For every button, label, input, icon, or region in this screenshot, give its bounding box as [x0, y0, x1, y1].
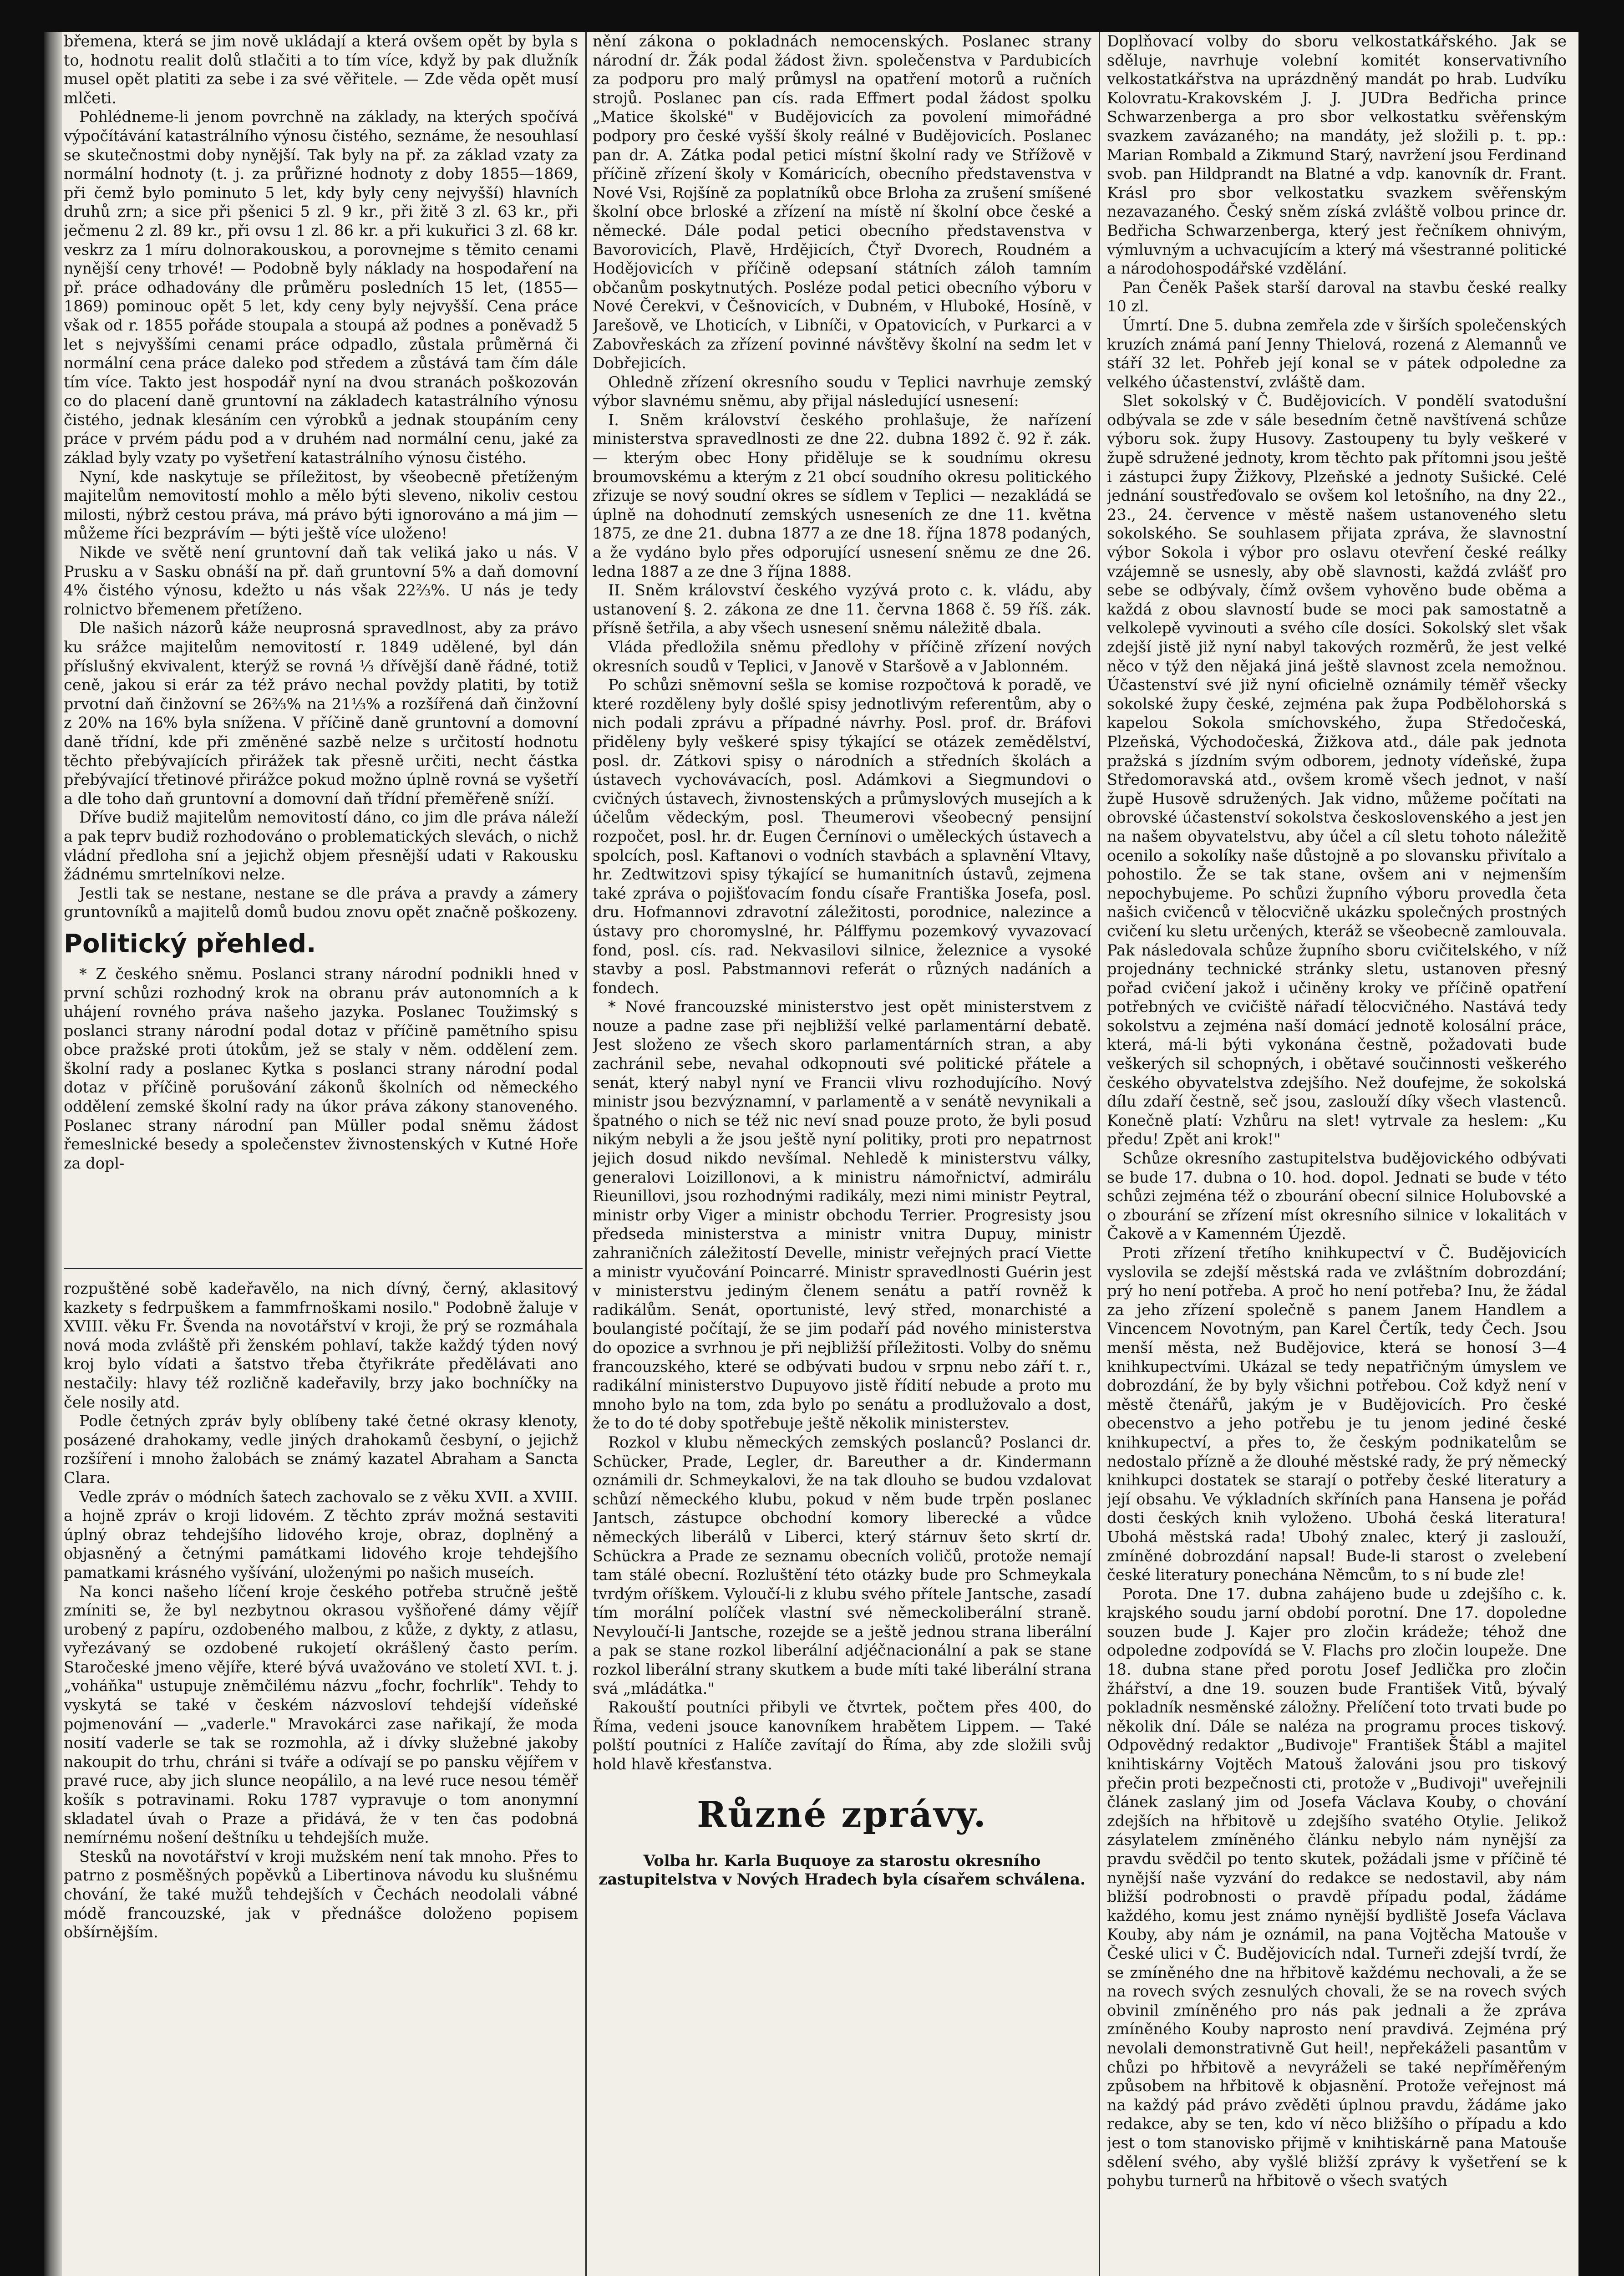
- paragraph: I. Sněm království českého prohlašuje, že nařízení ministerstva spravedlnosti ze dne 22. dubna 1892 č. 92 ř. zák. — kterým obec Hony přiděluje se k soudnímu okresu broumovskému a kterým z 21 obcí soudního okresu politického zřizuje se nový soudní okres se sídlem v Teplici — nezakládá se úplně na dohodnutí zemských usneseních ze dne 11. května 1875, ze dne 21. dubna 1877 a ze dne 18. října 1878 podaných, a že vydáno bylo přes odporující usnesení sněmu ze dne 26. ledna 1887 a ze dne 3 října 1888.: [593, 411, 1091, 580]
- column-1: [64, 32, 578, 2276]
- paragraph: Doplňovací volby do sboru velkostatkářského. Jak se sděluje, navrhuje volební komitét konservativního velkostatkářstva na uprázdněný mandát po hrab. Ludvíku Kolovratu-Krakovském J. J. JUDra Bedřicha prince Schwarzenberga a pro sbor velkostatku svěřenským svazkem zavázaného; na mandáty, jež složili p. t. pp.: Marian Rombald a Zikmund Starý, navržení jsou Ferdinand svob. pan Hildprandt na Blatné a vdp. kanovník dr. Frant. Krásl pro sbor velkostatku svazkem svěřenským nezavazaného. Český sněm získá zvláště volbou prince dr. Bedřicha Schwarzenberga, který jest řečníkem ohnivým, výmluvným a uchvacujícím a který má všestranné politické a národohospodářské vzdělání.: [1107, 32, 1567, 278]
- column-1-top-section: [64, 32, 578, 1261]
- paragraph: Dle našich názorů káže neuprosná spravedlnost, aby za právo ku srážce majitelům nemovitostí r. 1849 udělené, byl dán příslušný ekvivalent, kterýž se rovná ⅓ dřívější daně řádné, totiž ceně, jakou si erár za též právo nechal povždy platiti, by totiž prvotní daň činžovní se 26⅔% na 21⅓% a rozšířená daň činžovní z 20% na 16% byla snížena. V příčině daně gruntovní a domovní daně třídní, kde při změněné sazbě nelze s určitostí hodnotu těchto přebývajících přirážek tak přesně určiti, necht částka přebývající třetinové přirážce pokud možno úplně rovná se vyšetří a dle toho daň gruntovní a domovní daň třídní přeměřeně sníží.: [64, 619, 578, 808]
- paragraph: Vláda předložila sněmu předlohy v příčině zřízení nových okresních soudů v Teplici, v Janově v Staršově a v Jablonném.: [593, 638, 1091, 675]
- paragraph: * Nové francouzské ministerstvo jest opět ministerstvem z nouze a padne zase při nejbližší velké parlamentární debatě. Jest složeno ze všech skoro parlamentárních stran, a aby zachránil sebe, nevahal odkopnouti své politické přátele a senát, který nabyl nyní ve Francii vlivu rozhodujícího. Nový ministr jsou bezvýznamní, v parlamentě a v senátě nevynikali a špatného o nich se též nic neví snad pouze proto, že byli posud nikým nebyli a že jsou ještě nyní politiky, proti pro nepatrnost jejich dosud nikdo nevšímal. Nehledě k ministerstvu války, generalovi Loizillonovi, a k ministru námořnictví, admirálu Rieunillovi, jsou rozhodnými radikály, mezi nimi ministr Peytral, ministr orby Viger a ministr obchodu Terrier. Progresisty jsou předseda ministerstva a ministr vnitra Dupuy, ministr zahraničních záležitostí Develle, ministr veřejných prací Viette a ministr vyučování Poincarré. Ministr spravedlnosti Guérin jest v ministerstvu jediným členem senátu a patří rovněž k radikálům. Senát, oportunisté, levý střed, monarchisté a boulangisté počítají, že se jim podaří pád nového ministerstva do opozice a svrhnou je při nejbližší příležitosti. Volby do sněmu francouzského, které se odbývati budou v srpnu nebo září t. r., radikální ministerstvo Dupuyovo jistě řídití nebude a proto mu mnoho bylo na tom, zda bylo po senátu a prodlužovalo a dost, že to do té doby spotřebuje ještě několik ministerstev.: [593, 998, 1091, 1433]
- paragraph: Na konci našeho líčení kroje českého potřeba stručně ještě zmíniti se, že byl nezbytnou okrasou vyšňořené dámy vějíř urobený z papíru, ozdobeného malbou, z kůže, z dykty, z atlasu, vyřezávaný se ozdobené rukojetí okrášlený často perím. Staročeské jmeno vějíře, které bývá uvažováno ve století XVI. t. j. „voháňka" ustupuje zněmčilému názvu „fochr, fochrlík". Tehdy to vyskytá se také v českém názvosloví tehdejší vídeňské pojmenování — „vaderle." Mravokárci zase nařikají, že moda nosití vaderle se tak se rozmohla, až i dívky služebné jakoby nakoupit do trhu, chráni si tváře a odívají se po pansku vějířem v pravé ruce, aby jich slunce neopálilo, a na levé ruce nesou téměř košík s potravinami. Roku 1787 vypravuje o tom anonymní skladatel úvah o Praze a přidává, že v ten čas podobná nemírnému nošení deštníku u tehdejších muže.: [64, 1582, 578, 1847]
- paragraph: Porota. Dne 17. dubna zahájeno bude u zdejšího c. k. krajského soudu jarní období porotní. Dne 17. dopoledne souzen bude J. Kajer pro zločin krádeže; téhož dne odpoledne zodpovídá se V. Flachs pro zločin loupeže. Dne 18. dubna stane před porotu Josef Jedlička pro zločin žhářství, a dne 19. souzen bude František Vitů, bývalý pokladník nesměnské záložny. Přelíčení toto trvati bude po několik dní. Dále se naléza na programu proces tiskový. Odpovědný redaktor „Budivoje" František Štábl a majitel knihtiskárny Vojtěch Matouš žalováni jsou pro tiskový přečin proti bezpečnosti cti, protože v „Budivoji" uveřejnili článek zaslaný jim od Josefa Václava Kouby, o chování zdejších na hřbitově u zdejšího svatého Otylie. Jelikož zásylatelem zmíněného článku nebylo nám nynější za pravdu svědčil po tento skutek, požádali jsme v příčině té nynější naše vyzvání do redakce se nedostavil, aby nám bližší podrobnosti o pravdě případu podal, žádáme každého, komu jest známo nynější bydliště Josefa Václava Kouby, aby nám je oznámil, na pana Vojtěcha Matouše v České ulici v Č. Budějovicích ndal. Turneři zdejší tvrdí, že se zmíněného dne na hřbitově každému nechovali, a že se na rovech svých zesnulých chovali, že se na rovech svých obvinil zmíněného pro nás pak jednali a že zpráva zmíněného Kouby naprosto není pravdivá. Zejména prý nevolali demonstrativně Gut heil!, nepřekáželi pasantům v chůzi po hřbitově a nevyráželi se také nepříměřeným způsobem na hřbitově k objasnění. Protože veřejnost má na každý pád právo zvěděti úplnou pravdu, žádáme jako redakce, aby se ten, kdo ví něco bližšího o případu a kdo jest o tom stanovisko přijmě v knihtiskárně pana Matouše sdělení svého, aby vyšlé bližší zprávy k vyšetření se k pohybu turnerů na hřbitově o všech svatých: [1107, 1585, 1567, 2190]
- paragraph: Jestli tak se nestane, nestane se dle práva a pravdy a zámery gruntovníků a majitelů domů budou znovu opět značně poškozeny.: [64, 884, 578, 921]
- news-item: * Z českého sněmu. Poslanci strany národní podnikli hned v první schůzi rozhodný krok na obranu práv autonomních a k uhájení rovného práva našeho jazyka. Poslanec Toužimský s poslanci strany národní podal dotaz v příčině pamětního spisu obce pražské proti útokům, jež se staly v něm. oddělení zem. školní rady a poslanec Kytka s poslanci strany národní podal dotaz v příčině porušování zákonů školních od německého oddělení zemské školní rady na úkor práva zákony stanoveného. Poslanec strany národní pan Müller podal sněmu žádost řemeslnické besedy a společenstev živnostenských v Kutné Hoře za dopl-: [64, 965, 578, 1172]
- paragraph: Stesků na novotářství v kroji mužském není tak mnoho. Přes to patrno z posměšných popěvků a Libertinova návodu ku slušnému chování, že také mužů tehdejších v Čechách neodolali vábné módě francouzské, jak v přednášce doloženo popisem obšírnějším.: [64, 1847, 578, 1941]
- paragraph: Pan Čeněk Pašek starší daroval na stavbu české realky 10 zl.: [1107, 278, 1567, 315]
- paragraph: břemena, která se jim nově ukládají a která ovšem opět by byla s to, hodnotu realit dolů stlačiti a to tím více, když by pak dlužník musel opět platiti za sebe i za své věřitele. — Zde věda opět musí mlčeti.: [64, 32, 578, 107]
- paragraph: Dříve budiž majitelům nemovitostí dáno, co jim dle práva náleží a pak teprv budiž rozhodováno o problematických slevách, o nichž vládní předloha sní a jejichž objem přesnější udati v Rakousku žádnému smrtelníkovi nelze.: [64, 808, 578, 884]
- column-2: [593, 32, 1091, 2276]
- paragraph: Volba hr. Karla Buquoye za starostu okresního zastupitelstva v Nových Hradech byla císařem schválena.: [599, 1851, 1086, 1889]
- column-1-bottom-section: [64, 1279, 578, 2276]
- paragraph: Ohledně zřízení okresního soudu v Teplici navrhuje zemský výbor slavnému sněmu, aby přijal následující usnesení:: [593, 373, 1091, 410]
- section-title: Politický přehled.: [64, 929, 316, 959]
- paragraph: Nyní, kde naskytuje se příležitost, by všeobecně přetíženým majitelům nemovitostí mohlo a mělo býti sleveno, nikoliv cestou milosti, nýbrž cestou práva, má právo býti ignorováno a má jim — můžeme říci bezprávím — býti ještě více uloženo!: [64, 467, 578, 543]
- column-divider: [585, 32, 587, 2276]
- paragraph: Úmrtí. Dne 5. dubna zemřela zde v širších společenských kruzích známá paní Jenny Thielová, rozená z Alemannů ve stáří 32 let. Pohřeb její konal se v pátek odpoledne za velkého účastenství, zvláště dam.: [1107, 316, 1567, 391]
- paragraph: Po schůzi sněmovní sešla se komise rozpočtová k poradě, ve které rozděleny byly došlé spisy jednotlivým referentům, aby o nich podali zprávu a případné návrhy. Posl. prof. dr. Bráfovi přiděleny byly veškeré spisy týkající se otázek zemědělství, posl. dr. Zátkovi spisy o národních a středních školách a ústavech vychovávacích, posl. Adámkovi a Siegmundovi o cvičných ústavech, živnostenských a průmyslových musejích a k účelům vědeckým, posl. Theumerovi všeobecný pensijní rozpočet, posl. hr. dr. Eugen Černínovi o uměleckých ústavech a spolcích, posl. Kaftanovi o vodních stavbách a splavnění Vltavy, hr. Zedtwitzovi spisy týkající se humanitních ústavů, zejmena také zpráva o pojišťovacím fondu císaře Františka Josefa, posl. dru. Hofmannovi zdravotní záležitosti, porodnice, nalezince a ústavy pro choromyslné, hr. Pálffymu pozemkový vyvazovací fond, posl. cís. rad. Nekvasilovi silnice, železnice a vysoké stavby a posl. Pabstmannovi referát o různých nadáních a fondech.: [593, 676, 1091, 997]
- paragraph: Vedle zpráv o módních šatech zachovalo se z věku XVII. a XVIII. a hojně zpráv o kroji lidovém. Z těchto zpráv možná sestaviti úplný obraz tehdejšího lidového kroje, obraz, doplněný a objasněný a četnými památkami lidového kroje tehdejšího pamatkami krásného vyšívání, uloženými po našich museích.: [64, 1488, 578, 1581]
- paragraph: rozpuštěné sobě kadeřavělo, na nich dívný, černý, aklasitový kazkety s fedrpuškem a fammfrnoškami nosilo." Podobně žaluje v XVIII. věku Fr. Švenda na novotářství v kroji, že prý se rozmáhala nová moda zvláště při ženském pohlaví, takže každý týden nový kroj bylo vídati a šatstvo třeba čtyřikráte předělávati ano nestačily: hlavy též rozličně kadeřavily, brzy jako bochníčky na čele nosily atd.: [64, 1280, 578, 1411]
- paragraph: Pohlédneme-li jenom povrchně na základy, na kterých spočívá výpočítávání katastrálního výnosu čistého, seznáme, že nesouhlasí se skutečnostmi doby nynější. Tak byly na př. za základ vzaty za normální hodnoty (t. j. za průřizné hodnoty z doby 1855—1869, při čemž bylo pominuto 5 let, kdy byly ceny nejvyšší) hlavních druhů zrn; a sice při pšenici 5 zl. 9 kr., při žitě 3 zl. 63 kr., při ječmenu 2 zl. 89 kr., při ovsu 1 zl. 86 kr. a při kukuřici 3 zl. 68 kr. veskrz za 1 míru dolnorakouskou, a porovnejme s těmito cenami nynější ceny trhové! — Podobně byly náklady na hospodaření na př. práce odhadovány dle průměru posledních 15 let, (1855—1869) pominouc opět 5 let, kdy ceny byly nejvyšší. Cena práce však od r. 1855 pořáde stoupala a stoupá až podnes a poněvadž 5 let s nejvyššími cenami práce odpadlo, zůstala průměrná či normální cena práce daleko pod středem a zůstává tam čím dále tím více. Takto jest hospodář nyní na dvou stranách poškozován co do placení daně gruntovní na základech katastrálního výnosu čistého, jednak klesáním cen výrobků a jednak stoupáním ceny práce v prvém pádu pod a v druhém nad normální cenu, jaké za základ byly vzaty po vyšetření katastrálního výnosu čistého.: [64, 108, 578, 467]
- paragraph: Schůze okresního zastupitelstva budějovického odbývati se bude 17. dubna o 10. hod. dopol. Jednati se bude v této schůzi zejména též o zbourání obecní silnice Holubovské a o zbourání se zřízení míst okresního silnice v lokalitách v Čakově a v Kamenném Újezdě.: [1107, 1149, 1567, 1243]
- paragraph: nění zákona o pokladnách nemocenských. Poslanec strany národní dr. Žák podal žádost živn. společenstva v Pardubicích za podporu pro malý průmysl na opatření motorů a ručních strojů. Poslanec pan cís. rada Effmert podal žádost spolku „Matice školské" v Budějovicích za povolení mimořádné podpory pro české vyšší školy reálné v Budějovicích. Poslanec pan dr. A. Zátka podal petici místní školní rady ve Střížově v příčině zřízení školy v Komáricích, obecního představenstva v Nové Vsi, Rojšíně za poplatníků obce Brloha za zrušení smíšené školní obce brloské a zřízení na místě ní školní obce české a německé. Dále podal petici obecního představenstva v Bavorovicích, Plavě, Hrdějicích, Čtyř Dvorech, Roudném a Hodějovicích v příčině odepsaní státních záloh tamním občanům poskytnutých. Posléze podal petici obecního výboru v Nové Čerekvi, v Češnovicích, v Dubném, v Hluboké, Hosíně, v Jarešově, ve Lhoticích, v Libníči, v Opatovicích, v Purkarci a v Zabovřeskách za zřízení povinné návštěvy školní na sedm let v Dobřejicích.: [593, 32, 1091, 372]
- paragraph: Rakouští poutníci přibyli ve čtvrtek, počtem přes 400, do Říma, vedeni jsouce kanovníkem hrabětem Lippem. — Také polští poutníci z Halíče zavítají do Říma, aby zde složili svůj hold hlavě křesťanstva.: [593, 1698, 1091, 1773]
- paragraph: Rozkol v klubu německých zemských poslanců? Poslanci dr. Schücker, Prade, Legler, dr. Bareuther a dr. Kindermann oznámili dr. Schmeykalovi, že na tak dlouho se budou vzdalovat schůzí německého klubu, pokud v něm bude trpěn poslanec Jantsch, zástupce obchodní komory liberecké a vůdce německých liberálů v Liberci, který stárnuv šeto skrtí dr. Schückra a Prade ze seznamu obecních voličů, protože nemají tam stálé obecní. Rozluštění této otázky bude pro Schmeykala tvrdým oříškem. Vyloučí-li z klubu svého přítele Jantsche, zasadí tím morální políček vlastní své německoliberální straně. Nevyloučí-li Jantsche, rozejde se a ještě jednou strana liberální a pak se stane rozkol liberální adjéčnacionální a pak se stane rozkol liberální strany skutkem a bude míti také liberální strana svá „mládátka.": [593, 1433, 1091, 1697]
- paragraph: Proti zřízení třetího knihkupectví v Č. Budějovicích vyslovila se zdejší městská rada ve zvláštním dobrozdání; prý ho není potřeba. A proč ho není potřeba? Inu, že žádal za jeho zřízení společně s panem Janem Handlem a Vincencem Novotným, pan Karel Čertík, tedy Čech. Jsou menší města, než Budějovice, která se honosí 3—4 knihkupectvími. Ukázal se tedy nepatřičným úmyslem ve dobrozdání, že by byly všichni potřebou. Což když není v městě čtenářů, jakým je v Budějovicích. Pro české obecenstvo a jeho potřebu je tu jenom jediné české knihkupectví, a přes to, že českým podnikatelům se nedostalo přízně a že dlouhé městské rady, že prý německý knihkupci dostatek se starají o potřeby české literatury a její obsahu. Ve výkladních skříních pana Hansena je pořád dosti českých knih vyloženo. Ubohá česká literatura! Ubohá městská rada! Ubohý znalec, který ji zaslouží, zmíněné dobrozdání napsal! Bude-li starost o zvelebení české literatury ponechána Němcům, to s ní bude zle!: [1107, 1244, 1567, 1584]
- paragraph: Slet sokolský v Č. Budějovicích. V pondělí svatodušní odbývala se zde v sále besedním četně navštívená schůze výboru sok. župy Husovy. Zastoupeny tu byly veškeré v župě sdružené jednoty, krom těchto pak přítomni jsou ještě i zástupci župy Žižkovy, Plzeňské a jednoty Sušické. Celé jednání soustřeďovalo se ovšem kol letošního, na dny 22., 23., 24. července v městě našem ustanoveného sletu sokolského. Se souhlasem přijata zpráva, že slavnostní výbor Sokola i výbor pro oslavu otevření české reálky vzájemně se usnesly, aby obě slavnosti, každá zvlášť pro sebe se odbývaly, čímž ovšem vyhověno bude oběma a každá z obou slavností bude se moci pak samostatně a velkolepě vyvinouti a svého cíle dosíci. Sokolský slet však zdejší jistě již nyní nabyl takových rozměrů, že jest velké něco v týž den nějaká jiná ještě slavnost zcela nemožnou. Účastenství své již nyní oficielně oznámily téměř všecky sokolské župy české, zejména pak župa Podbělohorská s kapelou Sokola smíchovského, župa Středočeská, Plzeňská, Východočeská, Žižkova atd., dále pak jednota pražská s jízdním svým odborem, jednoty vídeňské, župa Středomoravská atd., ovšem kromě všech jednot, v naší župě Husově sdružených. Jak vidno, můžeme počítati na obrovské účastenství sokolstva československého a jest jen na našem obyvatelstvu, aby účel a cíl sletu tohoto náležitě ocenilo a sokolíky naše důstojně a po slovansku přivítalo a pohostilo. Že se tak stane, ovšem ani v nejmenším nepochybujeme. Po schůzi župního výboru provedla četa našich cvičenců v tělocvičně ukázku společných prostných cvičení ku sletu určených, kteráž se všeobecně zamlouvala. Pak následovala schůze župního sboru cvičitelského, v níž projednány technické stránky sletu, ustanoven přesný pořad cvičení jakož i učiněny kroky ve příčině opatření potřebných ve cvičiště nářadí tělocvičného. Nastává tedy sokolstvu a zejména naší domácí jednotě kolosální práce, která, má-li býti vykonána čestně, požadovati bude veškerých sil schopných, i obětavé součinnosti veškerého českého obyvatelstva zdejšího. Než doufejme, že sokolská dílu zdaří čestně, seč jsou, zaslouží díky všech vlastenců. Konečně platí: Vzhůru na slet! vytrvale za heslem: „Ku předu! Zpět ani krok!": [1107, 392, 1567, 1148]
- newspaper-page: [44, 32, 1578, 2276]
- column-3: [1107, 32, 1567, 2276]
- section-divider: [64, 1268, 583, 1269]
- paragraph: Nikde ve světě není gruntovní daň tak veliká jako u nás. V Prusku a v Sasku obnáší na př. daň gruntovní 5% a daň domovní 4% čistého výnosu, kdežto u nás však 22⅔%. U nás je tedy rolnictvo břemenem přetíženo.: [64, 544, 578, 618]
- paragraph: II. Sněm království českého vyzývá proto c. k. vládu, aby ustanovení §. 2. zákona ze dne 11. června 1868 č. 59 říš. zák. přísně šetřila, a aby všech usnesení sněmu náležitě dbala.: [593, 581, 1091, 637]
- big-heading: Různé zprávy.: [697, 1793, 987, 1835]
- page-edge-left: [44, 32, 62, 2276]
- paragraph: Podle četných zpráv byly oblíbeny také četné okrasy klenoty, posázené drahokamy, vedle jiných drahokamů česbyní, o jejichž rozšíření i mnoho žalobách se známý kazatel Abraham a Sancta Clara.: [64, 1412, 578, 1487]
- column-divider: [1099, 32, 1100, 2276]
